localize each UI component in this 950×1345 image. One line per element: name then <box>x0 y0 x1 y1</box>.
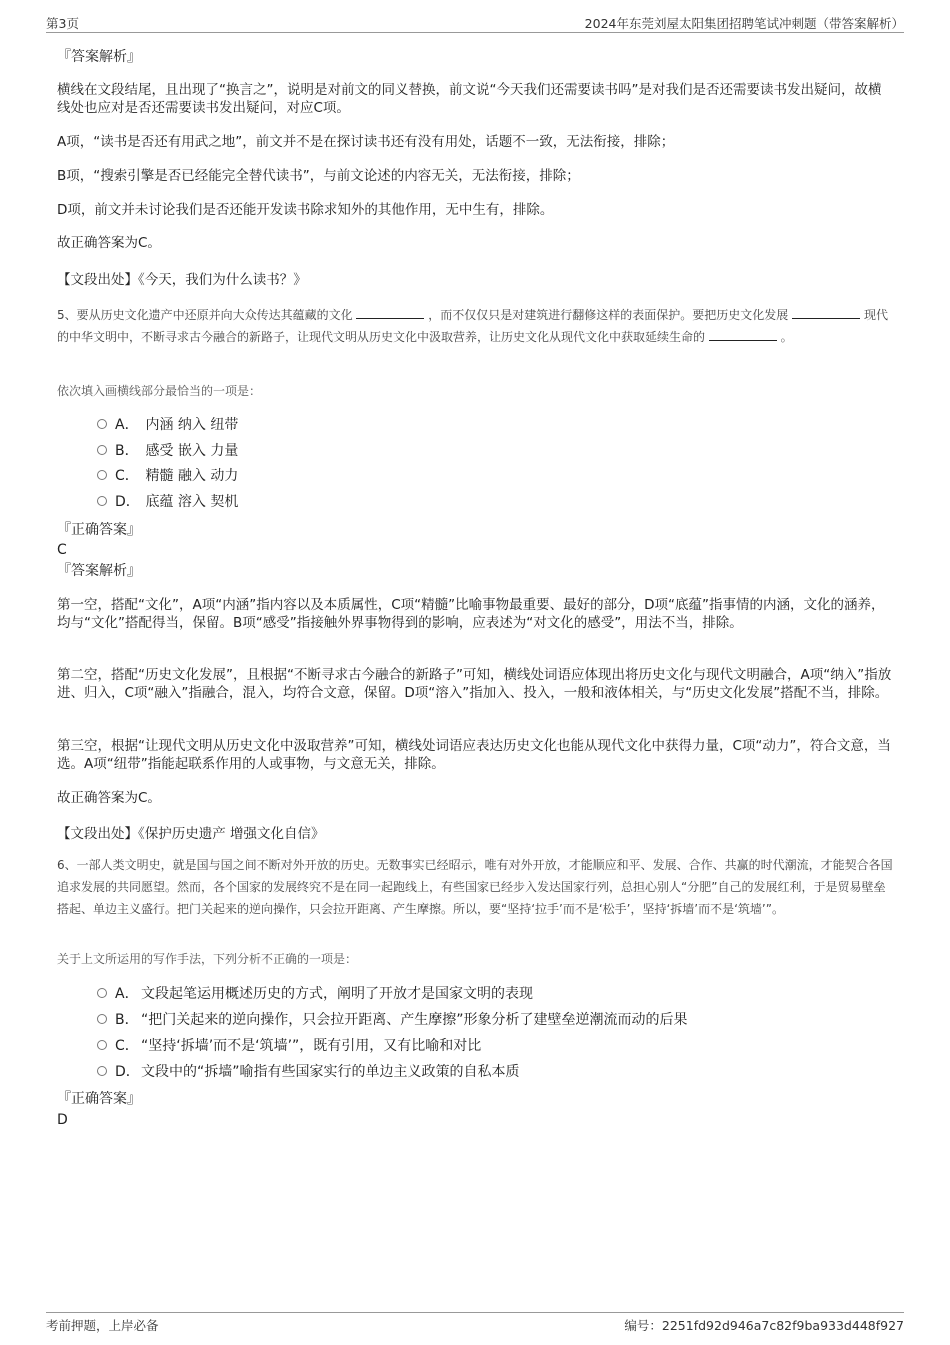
q5-analysis-para-4: 故正确答案为C。 <box>57 790 161 806</box>
q6-stem: 6、一部人类文明史，就是国与国之间不断对外开放的历史。无数事实已经昭示，唯有对外开放，才能顺应和平、发展、合作、共赢的时代潮流，才能契合各国追求发展的共同愿望。然而，各个国家的发展终究不是在同一起跑线上，有些国家已经步入发达国家行列，总担心别人“分肥”自己的发展红利，于是贸易壁垒搭起、单边主义盛行。把门关起来的逆向操作，只会拉开距离、产生摩擦。所以，要“坚持‘拉手’而不是‘松手’，坚持‘拆墙’而不是‘筑墙’”。 <box>57 858 893 916</box>
radio-icon[interactable] <box>97 988 107 998</box>
footer-slogan: 考前押题，上岸必备 <box>46 1318 159 1333</box>
radio-icon[interactable] <box>97 496 107 506</box>
q4-analysis-para-2: A项，“读书是否还有用武之地”，前文并不是在探讨读书还有没有用处，话题不一致，无法衔接，排除； <box>57 134 675 150</box>
q4-analysis-para-5: 故正确答案为C。 <box>57 235 161 251</box>
q6-option-b[interactable]: B． “把门关起来的逆向操作，只会拉开距离、产生摩擦”形象分析了建壁垒逆潮流而动的后果 <box>97 1009 688 1031</box>
radio-icon[interactable] <box>97 445 107 455</box>
q5-analysis-para-2: 第二空，搭配“历史文化发展”，且根据“不断寻求古今融合的新路子”可知，横线处词语应体现出将历史文化与现代文明融合，A项“纳入”指放进、归入，C项“融入”指融合，混入，均符合文意，保留。D项“溶入”指加入、投入，一般和液体相关，与“历史文化发展”搭配不当，排除。 <box>57 667 892 701</box>
q5-option-a[interactable]: A． 内涵 纳入 纽带 <box>97 414 238 436</box>
radio-icon[interactable] <box>97 1014 107 1024</box>
q5-stem-part-a: 5、要从历史文化遗产中还原并向大众传达其蕴藏的文化 <box>57 308 353 322</box>
q4-analysis-para-3: B项，“搜索引擎是否已经能完全替代读书”，与前文论述的内容无关，无法衔接，排除； <box>57 168 580 184</box>
q5-answer: C <box>57 542 67 558</box>
q6-option-a[interactable]: A． 文段起笔运用概述历史的方式，阐明了开放才是国家文明的表现 <box>97 983 533 1005</box>
radio-icon[interactable] <box>97 1066 107 1076</box>
page-footer <box>46 1312 904 1333</box>
document-title: 2024年东莞刘屋太阳集团招聘笔试冲刺题（带答案解析） <box>584 16 904 31</box>
q5-analysis-para-1: 第一空，搭配“文化”，A项“内涵”指内容以及本质属性，C项“精髓”比喻事物最重要、最好的部分，D项“底蕴”指事情的内涵，文化的涵养，均与“文化”搭配得当，保留。B项“感受”指接触外界事物得到的影响，应表述为“对文化的感受”，用法不当，排除。 <box>57 597 885 631</box>
q5-blank-3 <box>709 328 777 341</box>
q5-ask: 依次填入画横线部分最恰当的一项是： <box>57 384 262 398</box>
q5-option-d[interactable]: D． 底蕴 溶入 契机 <box>97 491 238 513</box>
document-code-value: 2251fd92d946a7c82f9ba933d448f927 <box>661 1318 904 1333</box>
q6-ask: 关于上文所运用的写作手法，下列分析不正确的一项是： <box>57 952 358 966</box>
q5-answer-label: 『正确答案』 <box>57 522 141 538</box>
q5-stem-part-d: 。 <box>780 330 793 344</box>
q4-analysis-para-1: 横线在文段结尾，且出现了“换言之”，说明是对前文的同义替换，前文说“今天我们还需要读书吗”是对我们是否还需要读书发出疑问，故横线处也应对是否还需要读书发出疑问，对应C项。 <box>57 82 882 116</box>
q6-option-c[interactable]: C． “坚持‘拆墙’而不是‘筑墙’”，既有引用，又有比喻和对比 <box>97 1035 481 1057</box>
radio-icon[interactable] <box>97 1040 107 1050</box>
page-header <box>46 12 904 33</box>
q5-blank-1 <box>356 306 424 319</box>
q5-stem <box>57 304 893 348</box>
q5-option-b[interactable]: B． 感受 嵌入 力量 <box>97 440 238 462</box>
radio-icon[interactable] <box>97 470 107 480</box>
page-number: 第3页 <box>46 16 79 31</box>
q5-analysis-para-3: 第三空，根据“让现代文明从历史文化中汲取营养”可知，横线处词语应表达历史文化也能从现代文化中获得力量，C项“动力”，符合文意，当选。A项“纽带”指能起联系作用的人或事物，与文意无关，排除。 <box>57 738 891 772</box>
q4-analysis-label: 『答案解析』 <box>57 49 141 65</box>
q6-answer: D <box>57 1112 68 1128</box>
q6-answer-label: 『正确答案』 <box>57 1091 141 1107</box>
q4-analysis-para-4: D项，前文并未讨论我们是否还能开发读书除求知外的其他作用，无中生有，排除。 <box>57 202 554 218</box>
q5-stem-part-c: 现代的中华文明中，不断寻求古今融合的新路子，让现代文明从历史文化中汲取营养，让历史文化从现代文化中获取延续生命的 <box>57 308 888 344</box>
document-code: 编号：2251fd92d946a7c82f9ba933d448f927 <box>624 1318 904 1333</box>
q6-option-d[interactable]: D．文段中的“拆墙”喻指有些国家实行的单边主义政策的自私本质 <box>97 1061 520 1083</box>
q5-analysis-label: 『答案解析』 <box>57 563 141 579</box>
q5-stem-part-b: ，而不仅仅只是对建筑进行翻修这样的表面保护。要把历史文化发展 <box>428 308 789 322</box>
q4-source: 【文段出处】《今天，我们为什么读书？》 <box>57 272 307 288</box>
q5-source: 【文段出处】《保护历史遗产 增强文化自信》 <box>57 826 325 842</box>
q5-option-c[interactable]: C． 精髓 融入 动力 <box>97 465 238 487</box>
radio-icon[interactable] <box>97 419 107 429</box>
q5-blank-2 <box>792 306 860 319</box>
